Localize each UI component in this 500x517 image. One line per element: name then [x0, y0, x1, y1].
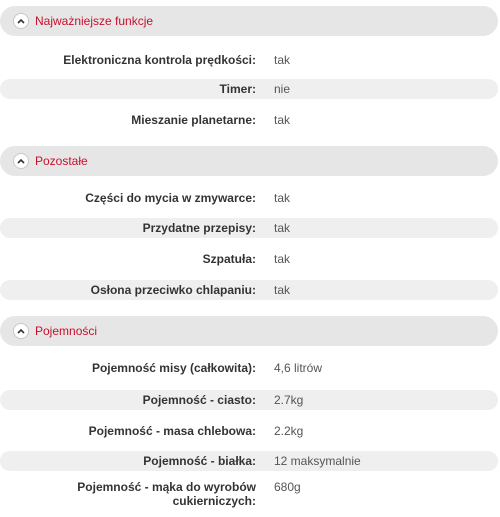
spec-value: 680g — [274, 480, 301, 494]
spec-label: Szpatuła: — [202, 252, 256, 266]
spec-value: tak — [274, 221, 291, 235]
spec-label: Timer: — [219, 82, 256, 96]
spec-label: Przydatne przepisy: — [142, 221, 256, 235]
spec-value: 4,6 litrów — [274, 361, 323, 375]
section-header[interactable] — [0, 146, 498, 176]
spec-row — [0, 249, 498, 269]
section-header[interactable] — [0, 6, 498, 36]
spec-value: 2.7kg — [274, 393, 304, 407]
section-title: Pozostałe — [35, 154, 88, 168]
chevron-up-icon[interactable] — [13, 323, 29, 339]
spec-row — [0, 421, 498, 441]
spec-value: tak — [274, 191, 291, 205]
chevron-up-icon[interactable] — [13, 153, 29, 169]
spec-value: nie — [274, 82, 291, 96]
spec-row — [0, 390, 498, 410]
spec-label: Elektroniczna kontrola prędkości: — [63, 53, 256, 67]
spec-row — [0, 188, 498, 208]
spec-label — [0, 478, 256, 508]
spec-label: Mieszanie planetarne: — [131, 113, 256, 127]
section-header[interactable] — [0, 316, 498, 346]
section-pojemnosci — [0, 316, 498, 346]
spec-value: tak — [274, 283, 291, 297]
spec-label: Osłona przeciwko chlapaniu: — [90, 283, 256, 297]
spec-label: Części do mycia w zmywarce: — [85, 191, 256, 205]
spec-label-line: Pojemność - mąka do wyrobów — [77, 480, 256, 494]
spec-value: tak — [274, 252, 291, 266]
spec-label: Pojemność - masa chlebowa: — [88, 424, 256, 438]
spec-label-line: cukierniczych: — [172, 494, 256, 508]
section-title: Pojemności — [35, 324, 98, 338]
spec-row — [0, 451, 498, 471]
section-najwazniejsze-funkcje — [0, 6, 498, 36]
spec-label: Pojemność - ciasto: — [142, 393, 256, 407]
section-title: Najważniejsze funkcje — [35, 14, 154, 28]
spec-row — [0, 478, 498, 514]
spec-row — [0, 110, 498, 130]
spec-label: Pojemność misy (całkowita): — [91, 361, 256, 375]
spec-row — [0, 280, 498, 300]
spec-value: 12 maksymalnie — [274, 454, 361, 468]
spec-label: Pojemność - białka: — [143, 454, 256, 468]
section-pozostale — [0, 146, 498, 176]
spec-row — [0, 50, 498, 70]
spec-value: tak — [274, 53, 291, 67]
spec-value: 2.2kg — [274, 424, 304, 438]
spec-row — [0, 358, 498, 378]
spec-row — [0, 79, 498, 99]
spec-value: tak — [274, 113, 291, 127]
chevron-up-icon[interactable] — [13, 13, 29, 29]
spec-row — [0, 218, 498, 238]
